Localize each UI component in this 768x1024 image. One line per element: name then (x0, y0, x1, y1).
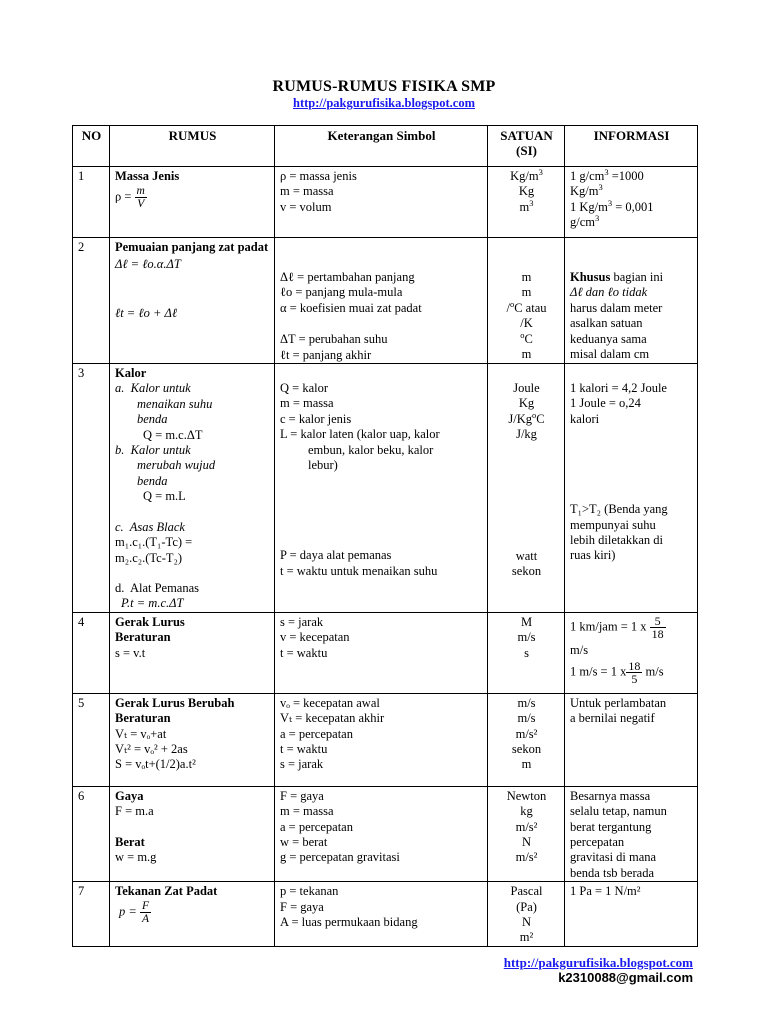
informasi-cell: 1 kalori = 4,2 Joule 1 Joule = o,24 kalori T₁>T₂ (Benda yang mempunyai suhu lebih diletakkan di ruas kiri) (565, 364, 698, 613)
rumus-cell: Kalor a. Kalor untuk menaikan suhu benda Q = m.c.ΔT b. Kalor untuk merubah wujud benda Q = m.L c. Asas Black m₁.c₁.(T₁-Tc) = m₂.c₂.(Tc-T₂) d. Alat Pemanas P.t = m.c.ΔT (110, 364, 275, 613)
satuan-cell: m m /$^o$C atau /K $^o$C m (488, 238, 565, 364)
table-row (73, 238, 698, 364)
row-no: 3 (73, 364, 110, 613)
formula: Q = m.c.ΔT (143, 427, 203, 442)
header-rumus: RUMUS (110, 126, 275, 167)
fraction: $\frac{18}{5}$ (628, 659, 641, 687)
informasi-cell: 1 km/jam = 1 x $\frac{5}{18}$ m/s 1 m/s = 1 x $\frac{18}{5}$ m/s (565, 612, 698, 693)
formula: Vₜ² = vₒ² + 2as (115, 741, 188, 756)
satuan-cell: $Kg/m^3$ Kg $m^3$ (488, 167, 565, 238)
row-no: 1 (73, 167, 110, 238)
formula-title: Berat (115, 834, 145, 849)
fraction: $\frac{5}{18}$ (651, 613, 664, 641)
rumus-cell: Gerak Lurus Berubah Beraturan Vₜ = vₒ+at Vₜ² = vₒ² + 2as S = vₒt+(1/2)a.t² (110, 693, 275, 786)
formula: m₁.c₁.(T₁-Tc) = (115, 535, 193, 550)
formula: w = m.g (115, 849, 157, 864)
row-no: 6 (73, 786, 110, 881)
header-no: NO (73, 126, 110, 167)
formula-title: Massa Jenis (115, 169, 180, 183)
table-row (73, 167, 698, 238)
formula-table (72, 125, 698, 947)
row-no: 7 (73, 882, 110, 947)
rumus-cell (110, 882, 275, 947)
informasi-cell: 1 Pa = 1 N/m² (565, 882, 698, 947)
footer-link[interactable]: http://pakgurufisika.blogspot.com (503, 955, 693, 970)
formula: m₂.c₂.(Tc-T₂) (115, 550, 183, 565)
keterangan-cell: Q = kalor m = massa c = kalor jenis L = kalor laten (kalor uap, kalor embun, kalor beku, kalor lebur) P = daya alat pemanas t = waktu untuk menaikan suhu (275, 364, 488, 613)
formula-title: Gerak Lurus Berubah (115, 695, 235, 710)
source-link[interactable]: http://pakgurufisika.blogspot.com (293, 96, 475, 110)
header-satuan: SATUAN (SI) (488, 126, 565, 167)
formula: ℓt = ℓo + Δℓ (115, 305, 178, 320)
formula-title: Kalor (115, 366, 147, 381)
keterangan-cell: s = jarak v = kecepatan t = waktu (275, 612, 488, 693)
keterangan-cell: F = gaya m = massa a = percepatan w = berat g = percepatan gravitasi (275, 786, 488, 881)
keterangan-cell: p = tekanan F = gaya A = luas permukaan bidang (275, 882, 488, 947)
page-title: RUMUS-RUMUS FISIKA SMP (272, 78, 496, 95)
formula: Vₜ = vₒ+at (115, 726, 167, 741)
footer-email: k2310088@gmail.com (558, 970, 693, 985)
satuan-cell: m/s m/s m/s² sekon m (488, 693, 565, 786)
informasi-cell: 1 $g/cm^3 =1000$ $Kg/m^3$ 1 $Kg/m^3 = 0,001$ $g/cm^3$ (565, 167, 698, 238)
table-row (73, 786, 698, 881)
header-informasi: INFORMASI (565, 126, 698, 167)
keterangan-cell: Δℓ = pertambahan panjang ℓo = panjang mula-mula α = koefisien muai zat padat ΔT = perubahan suhu ℓt = panjang akhir (275, 238, 488, 364)
formula: P.t = m.c.ΔT (121, 596, 184, 611)
formula: ρ = $\frac{m}{V}$ (115, 185, 145, 211)
header-keterangan: Keterangan Simbol (275, 126, 488, 167)
rumus-cell (110, 167, 275, 238)
rumus-cell (110, 786, 275, 881)
formula: Δℓ = ℓo.α.ΔT (115, 257, 181, 272)
formula-title: Gaya (115, 788, 144, 803)
table-header-row (73, 126, 698, 167)
formula-title: Gerak Lurus (115, 614, 185, 629)
formula-title: Pemuaian panjang zat padat (115, 240, 269, 254)
fraction: $\frac{F}{A}$ (141, 899, 149, 925)
keterangan-cell: vₒ = kecepatan awal Vₜ = kecepatan akhir a = percepatan t = waktu s = jarak (275, 693, 488, 786)
satuan-cell: Pascal (Pa) N m² (488, 882, 565, 947)
rumus-cell: Gerak Lurus Beraturan s = v.t (110, 612, 275, 693)
informasi-cell: Untuk perlambatan a bernilai negatif (565, 693, 698, 786)
keterangan-cell: ρ = massa jenis m = massa v = volum (275, 167, 488, 238)
formula: S = vₒt+(1/2)a.t² (115, 757, 196, 772)
formula: s = v.t (115, 645, 146, 660)
informasi-cell: Khusus bagian ini Δℓ dan ℓo tidak harus dalam meter asalkan satuan keduanya sama misal dalam cm (565, 238, 698, 364)
table-row (73, 364, 698, 613)
formula-title: Tekanan Zat Padat (115, 884, 218, 899)
row-no: 2 (73, 238, 110, 364)
row-no: 4 (73, 612, 110, 693)
row-no: 5 (73, 693, 110, 786)
fraction: $\frac{m}{V}$ (136, 185, 145, 211)
table-row (73, 612, 698, 693)
satuan-cell: Newton kg m/s² N m/s² (488, 786, 565, 881)
formula: Q = m.L (143, 489, 186, 504)
formula: F = m.a (115, 804, 154, 819)
table-row (73, 693, 698, 786)
rumus-cell (110, 238, 275, 364)
formula: p = $\frac{F}{A}$ (119, 899, 149, 925)
satuan-cell: M m/s s (488, 612, 565, 693)
table-row (73, 882, 698, 947)
satuan-cell: Joule Kg J/Kg$^o$C J/kg watt sekon (488, 364, 565, 613)
informasi-cell: Besarnya massa selalu tetap, namun berat tergantung percepatan gravitasi di mana benda tsb berada (565, 786, 698, 881)
